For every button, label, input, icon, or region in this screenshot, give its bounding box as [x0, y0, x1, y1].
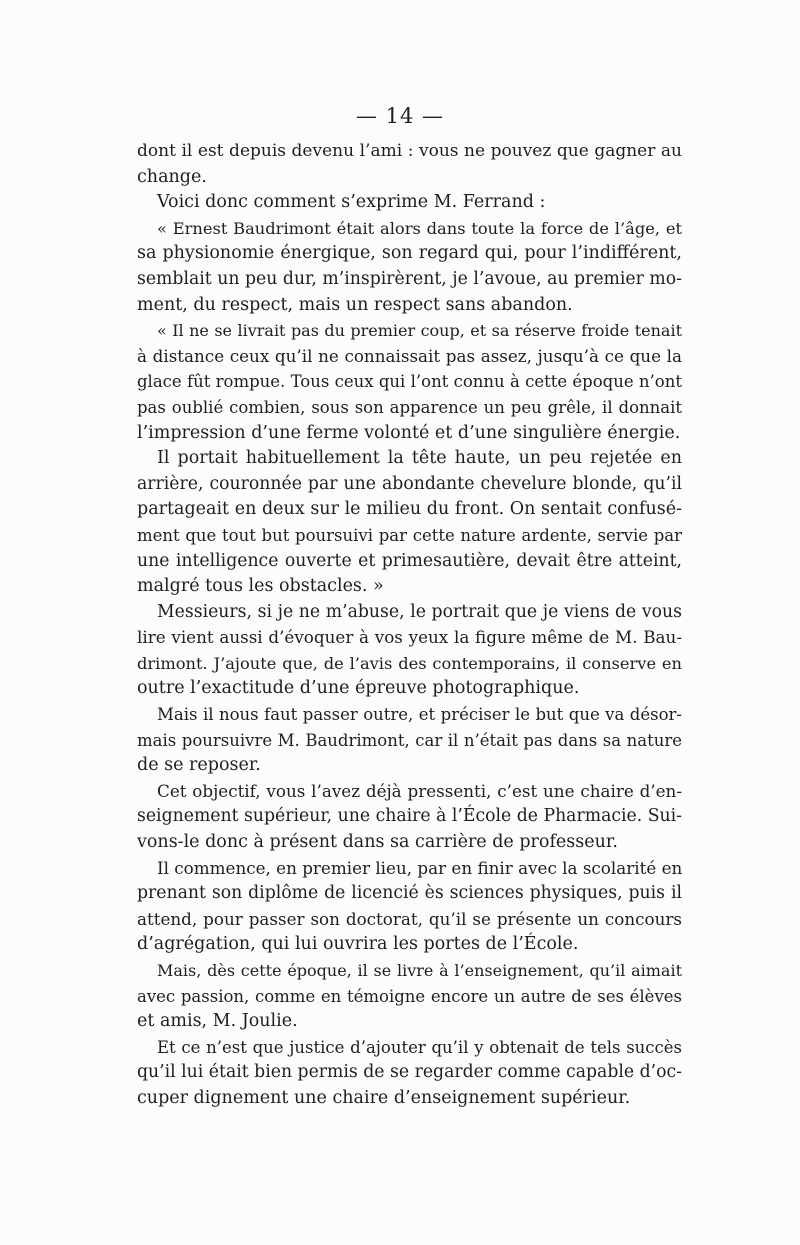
page-number: — 14 — [355, 104, 445, 128]
text-line: glace fût rompue. Tous ceux qui l’ont connu à cette époque n’ont [137, 372, 682, 392]
text-line: lire vient aussi d’évoquer à vos yeux la figure même de M. Bau- [137, 627, 682, 648]
body-text [137, 139, 682, 1112]
text-line: Il commence, en premier lieu, par en finir avec la scolarité en [157, 857, 683, 878]
text-line: sa physionomie énergique, son regard qui, pour l’indifférent, [137, 243, 682, 264]
text-line: ment que tout but poursuivi par cette nature ardente, servie par [137, 525, 682, 545]
text-line: ment, du respect, mais un respect sans abandon. [137, 294, 573, 315]
text-line: l’impression d’une ferme volonté et d’une singulière énergie. [137, 422, 681, 443]
text-line: dont il est depuis devenu l’ami : vous ne pouvez que gagner au [137, 141, 682, 161]
text-line: prenant son diplôme de licencié ès sciences physiques, puis il [137, 883, 682, 904]
text-line: vons-le donc à présent dans sa carrière de professeur. [137, 832, 618, 853]
text-line: change. [137, 166, 207, 187]
text-line: Mais, dès cette époque, il se livre à l’enseignement, qu’il aimait [157, 961, 682, 980]
text-line: mais poursuivre M. Baudrimont, car il n’était pas dans sa nature [137, 730, 682, 750]
text-line: à distance ceux qu’il ne connaissait pas assez, jusqu’à ce que la [137, 345, 682, 366]
text-line: de se reposer. [137, 755, 261, 776]
text-line: pas oublié combien, sous son apparence un peu grêle, il donnait [137, 397, 682, 417]
text-line: semblait un peu dur, m’inspirèrent, je l’avoue, au premier mo- [137, 268, 682, 289]
text-line: seignement supérieur, une chaire à l’École de Pharmacie. Sui- [137, 806, 682, 827]
text-line: et amis, M. Joulie. [137, 1011, 298, 1032]
text-line: « Ernest Baudrimont était alors dans toute la force de l’âge, et [157, 218, 682, 238]
text-line: Voici donc comment s’exprime M. Ferrand : [157, 192, 546, 213]
text-line: arrière, couronnée par une abondante chevelure blonde, qu’il [137, 473, 682, 494]
text-line: Il portait habituellement la tête haute, un peu rejetée en [157, 448, 682, 469]
text-line: attend, pour passer son doctorat, qu’il se présente un concours [137, 908, 682, 929]
text-line: drimont. J’ajoute que, de l’avis des contemporains, il conserve en [137, 653, 682, 673]
text-line: Cet objectif, vous l’avez déjà pressenti, c’est une chaire d’en- [157, 780, 682, 801]
text-line: cuper dignement une chaire d’enseignement supérieur. [137, 1087, 631, 1108]
text-line: « Il ne se livrait pas du premier coup, et sa réserve froide tenait [157, 321, 682, 341]
text-line: avec passion, comme en témoigne encore un autre de ses élèves [137, 986, 682, 1006]
text-line: Mais il nous faut passer outre, et préciser le but que va désor- [157, 705, 682, 725]
text-line: Et ce n’est que justice d’ajouter qu’il y obtenait de tels succès [157, 1037, 682, 1057]
text-line: Messieurs, si je ne m’abuse, le portrait que je viens de vous [157, 601, 682, 622]
text-line: qu’il lui était bien permis de se regarder comme capable d’oc- [137, 1062, 682, 1083]
text-line: une intelligence ouverte et primesautière, devait être atteint, [137, 550, 682, 571]
text-line: d’agrégation, qui lui ouvrira les portes de l’École. [137, 934, 579, 955]
text-line: outre l’exactitude d’une épreuve photographique. [137, 678, 580, 699]
text-line: partageait en deux sur le milieu du front. On sentait confusé- [137, 499, 682, 520]
text-line: malgré tous les obstacles. » [137, 576, 384, 597]
